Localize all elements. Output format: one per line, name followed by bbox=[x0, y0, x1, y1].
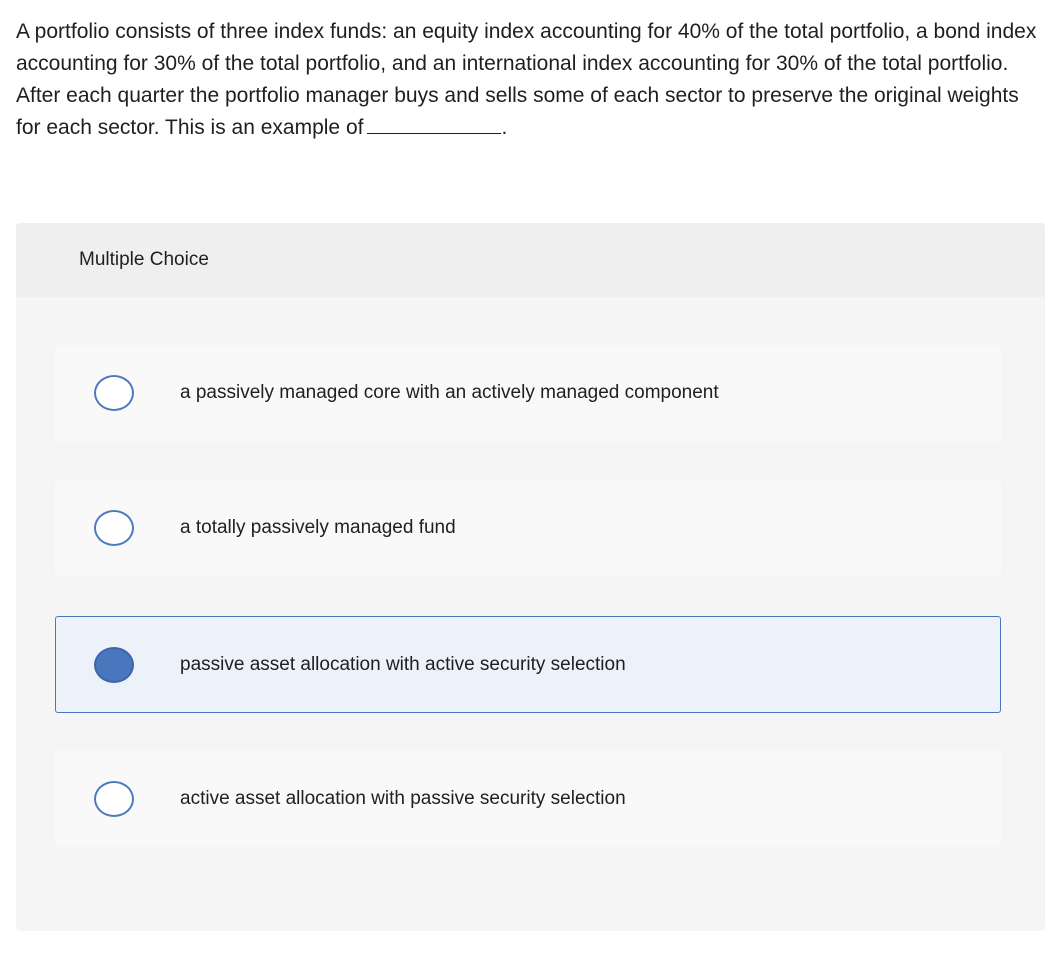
option-1[interactable] bbox=[55, 345, 1001, 441]
option-1-label: a passively managed core with an actively managed component bbox=[180, 382, 719, 403]
option-2[interactable] bbox=[55, 480, 1001, 576]
option-2-label: a totally passively managed fund bbox=[180, 517, 456, 538]
question-end-punct: . bbox=[501, 116, 508, 139]
radio-button-4[interactable] bbox=[94, 781, 134, 817]
radio-button-1[interactable] bbox=[94, 375, 134, 411]
answer-blank bbox=[367, 113, 501, 134]
question-text bbox=[16, 16, 1046, 144]
multiple-choice-panel bbox=[16, 223, 1045, 931]
option-3-label: passive asset allocation with active security selection bbox=[180, 653, 626, 675]
radio-button-2[interactable] bbox=[94, 510, 134, 546]
radio-button-3-selected[interactable] bbox=[94, 647, 134, 683]
multiple-choice-header bbox=[16, 223, 1045, 297]
multiple-choice-title: Multiple Choice bbox=[79, 249, 209, 270]
question-body: A portfolio consists of three index funds: an equity index accounting for 40% of the total portfolio, a bond index accounting for 30% of the total portfolio, and an international index accounting for 30% of the total portfolio. After each quarter the portfolio manager buys and sells some of each sector to preserve the original weights for each sector. This is an example of bbox=[16, 20, 1037, 139]
option-4[interactable] bbox=[55, 751, 1001, 847]
option-4-label: active asset allocation with passive security selection bbox=[180, 788, 626, 809]
option-3[interactable] bbox=[55, 616, 1001, 713]
